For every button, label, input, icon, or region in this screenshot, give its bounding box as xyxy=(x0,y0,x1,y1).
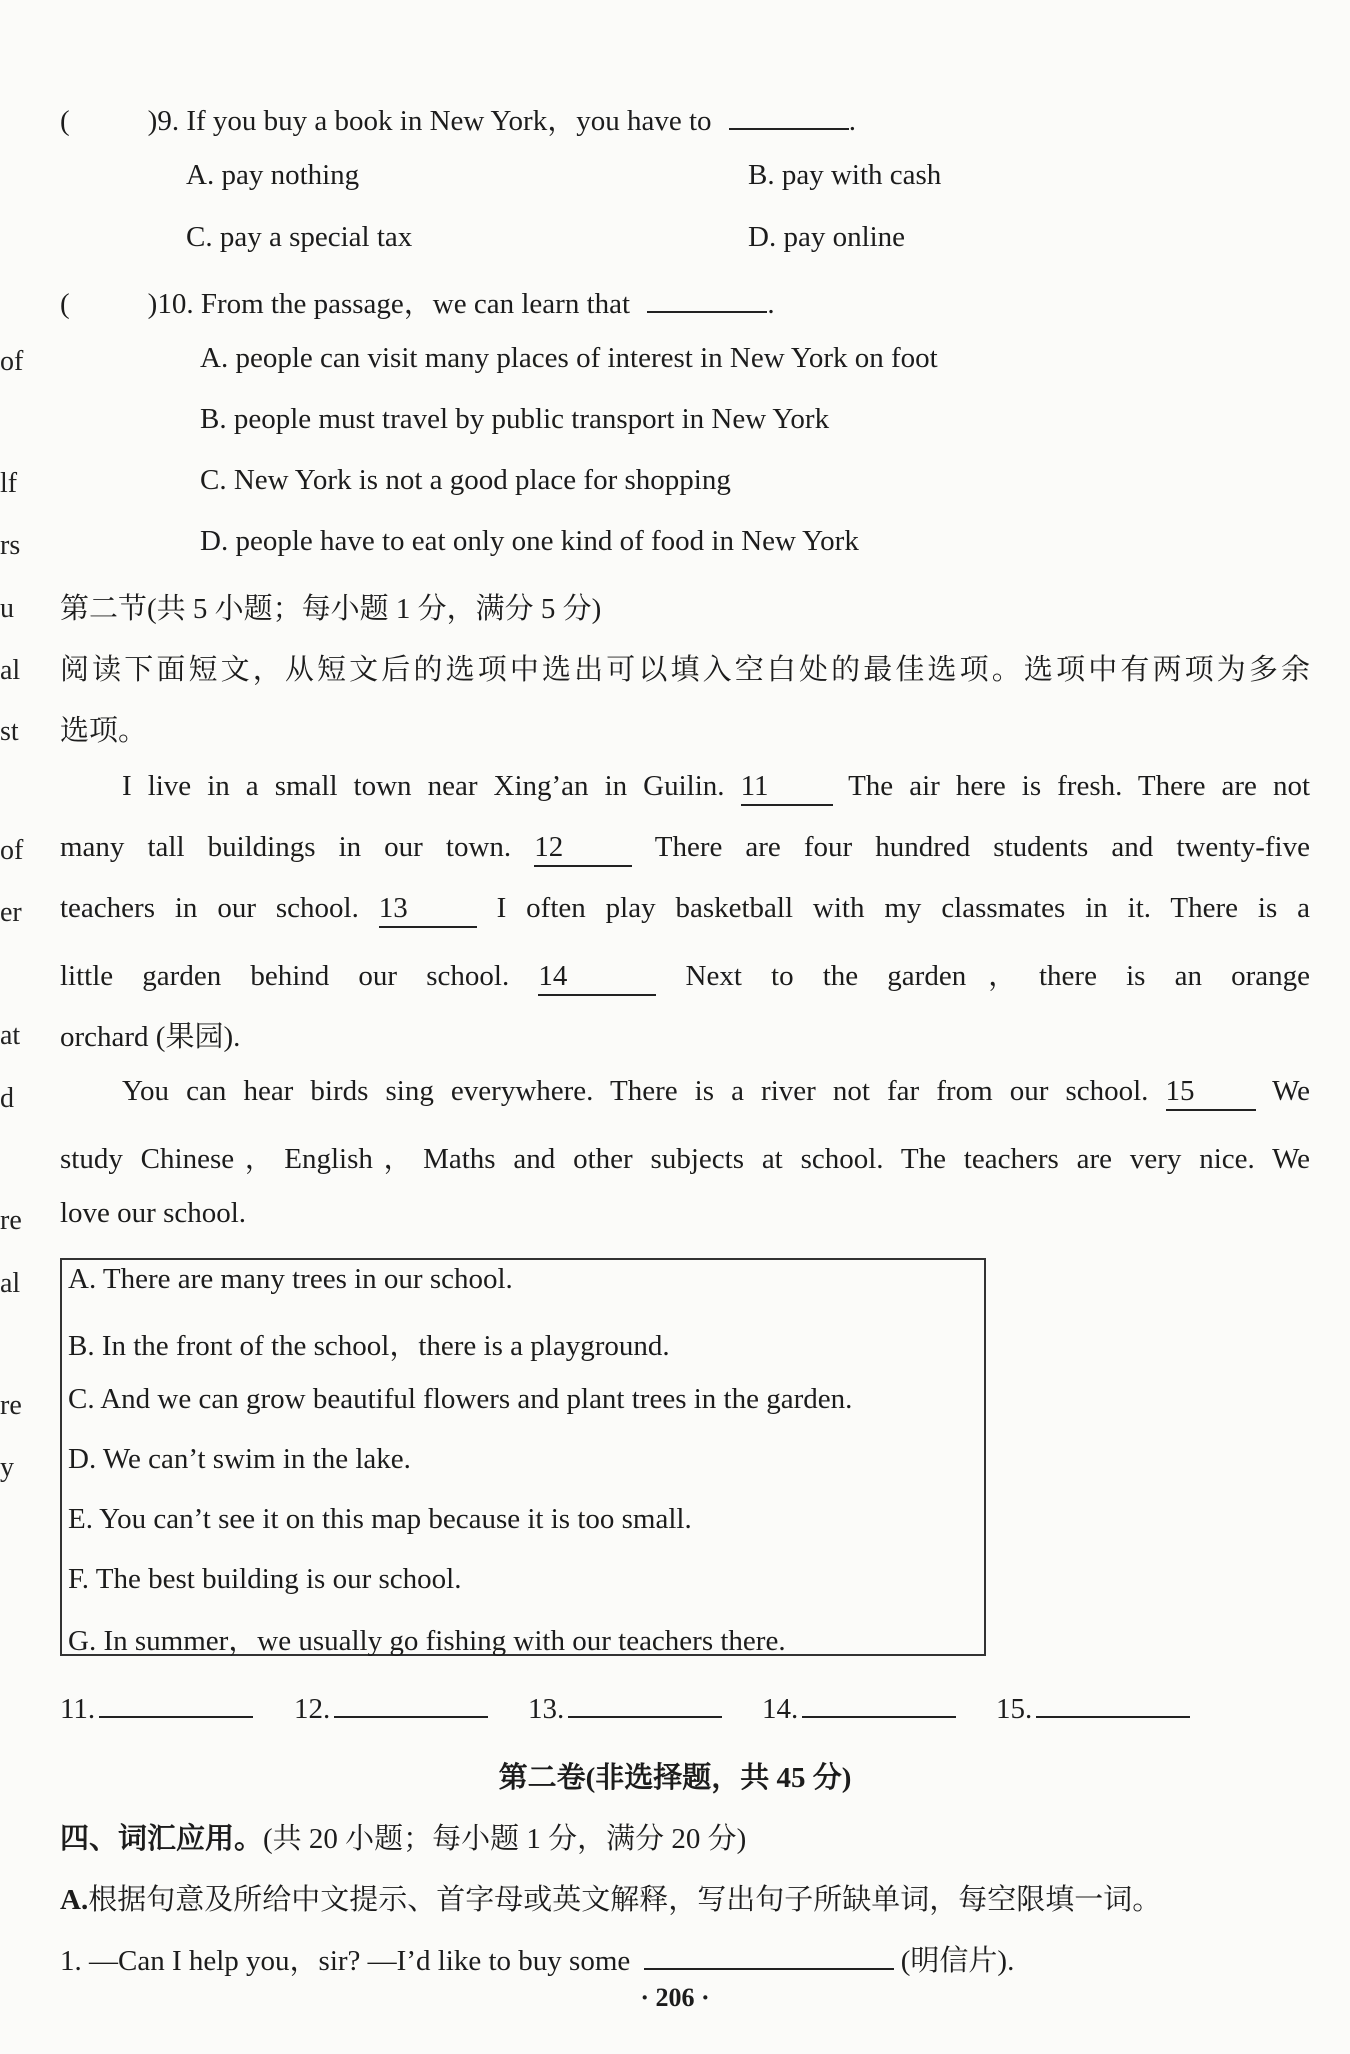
answer-blank[interactable] xyxy=(647,310,767,313)
section-4-heading: 四、词汇应用。(共 20 小题；每小题 1 分，满分 20 分) xyxy=(60,1823,747,1855)
passage-line: You can hear birds sing everywhere. There is a river not far from our school. 15 We xyxy=(122,1075,1310,1111)
question-period: . xyxy=(767,288,775,320)
choice-f: F. The best building is our school. xyxy=(68,1563,462,1595)
answer-blank[interactable] xyxy=(729,127,849,130)
section-heading: 第二节(共 5 小题；每小题 1 分，满分 5 分) xyxy=(60,593,602,625)
edge-fragment: u xyxy=(0,593,14,624)
question-stem: 9. If you buy a book in New York，you have to xyxy=(157,105,712,137)
passage-line: love our school. xyxy=(60,1197,247,1229)
answer-slot-14: 14. xyxy=(762,1693,956,1726)
choice-g: G. In summer，we usually go fishing with our teachers there. xyxy=(68,1625,786,1657)
choice-c: C. And we can grow beautiful flowers and plant trees in the garden. xyxy=(68,1383,853,1415)
edge-fragment: of xyxy=(0,835,24,866)
answer-line[interactable] xyxy=(334,1715,488,1718)
answer-slot-15: 15. xyxy=(996,1693,1190,1726)
edge-fragment: al xyxy=(0,1268,21,1299)
question-9 xyxy=(60,98,856,139)
vocab-question-1: 1. —Can I help you，sir? —I’d like to buy some (明信片). xyxy=(60,1945,1015,1977)
answer-bracket-close: ) xyxy=(147,105,158,137)
answer-slot-11: 11. xyxy=(60,1693,253,1726)
answer-slot-13: 13. xyxy=(528,1693,722,1726)
edge-fragment: at xyxy=(0,1020,21,1051)
page-number: · 206 · xyxy=(640,1983,710,2012)
choice-a: A. There are many trees in our school. xyxy=(68,1263,513,1295)
question-period: . xyxy=(848,105,857,137)
option-c: C. pay a special tax xyxy=(186,221,413,253)
answer-bracket-close: ) xyxy=(147,288,158,320)
section-4a-instruction: A.根据句意及所给中文提示、首字母或英文解释，写出句子所缺单词，每空限填一词。 xyxy=(60,1884,1162,1916)
option-d: D. pay online xyxy=(748,221,906,253)
answer-bracket-open: ( xyxy=(60,105,70,137)
answer-line[interactable] xyxy=(1036,1715,1190,1718)
blank-13[interactable]: 13 xyxy=(379,894,477,928)
part-title: 第二卷(非选择题，共 45 分) xyxy=(498,1762,852,1794)
edge-fragment: er xyxy=(0,897,22,928)
edge-fragment: d xyxy=(0,1083,14,1114)
edge-fragment: rs xyxy=(0,530,21,561)
edge-fragment: re xyxy=(0,1390,22,1421)
choices-box xyxy=(60,1258,986,1656)
edge-fragment: re xyxy=(0,1205,22,1236)
edge-fragment: st xyxy=(0,716,19,747)
option-b: B. pay with cash xyxy=(748,159,942,191)
answer-bracket-open: ( xyxy=(60,288,70,320)
passage-line: teachers in our school. 13 I often play basketball with my classmates in it. There is a xyxy=(60,892,1310,928)
edge-fragment: lf xyxy=(0,468,18,499)
answer-blank[interactable] xyxy=(644,1967,894,1970)
blank-14[interactable]: 14 xyxy=(538,962,656,996)
question-stem: 10. From the passage，we can learn that xyxy=(157,288,631,320)
edge-fragment: y xyxy=(0,1452,14,1483)
question-10 xyxy=(60,281,775,322)
section-instruction-cont: 选项。 xyxy=(60,715,148,747)
answer-line[interactable] xyxy=(99,1715,253,1718)
passage-line: I live in a small town near Xing’an in Guilin. 11 The air here is fresh. There are not xyxy=(122,770,1310,806)
edge-fragment: al xyxy=(0,655,21,686)
answer-slot-12: 12. xyxy=(294,1693,488,1726)
choice-e: E. You can’t see it on this map because it is too small. xyxy=(68,1503,692,1535)
option-a: A. pay nothing xyxy=(186,159,360,191)
passage-line: study Chinese，English，Maths and other subjects at school. The teachers are very nice. We xyxy=(60,1143,1310,1175)
option-d: D. people have to eat only one kind of food in New York xyxy=(200,525,859,557)
blank-11[interactable]: 11 xyxy=(741,772,833,806)
choice-b: B. In the front of the school，there is a playground. xyxy=(68,1330,670,1362)
option-a: A. people can visit many places of interest in New York on foot xyxy=(200,342,938,374)
section-instruction: 阅读下面短文，从短文后的选项中选出可以填入空白处的最佳选项。选项中有两项为多余 xyxy=(60,654,1310,686)
passage-line: many tall buildings in our town. 12 There are four hundred students and twenty-five xyxy=(60,831,1310,867)
answer-line[interactable] xyxy=(802,1715,956,1718)
blank-12[interactable]: 12 xyxy=(534,833,632,867)
passage-line: orchard (果园). xyxy=(60,1021,241,1053)
choice-d: D. We can’t swim in the lake. xyxy=(68,1443,411,1475)
option-c: C. New York is not a good place for shopping xyxy=(200,464,731,496)
edge-fragment: of xyxy=(0,346,24,377)
passage-line: little garden behind our school. 14 Next to the garden，there is an orange xyxy=(60,953,1310,996)
answer-line[interactable] xyxy=(568,1715,722,1718)
blank-15[interactable]: 15 xyxy=(1166,1077,1256,1111)
option-b: B. people must travel by public transport in New York xyxy=(200,403,830,435)
